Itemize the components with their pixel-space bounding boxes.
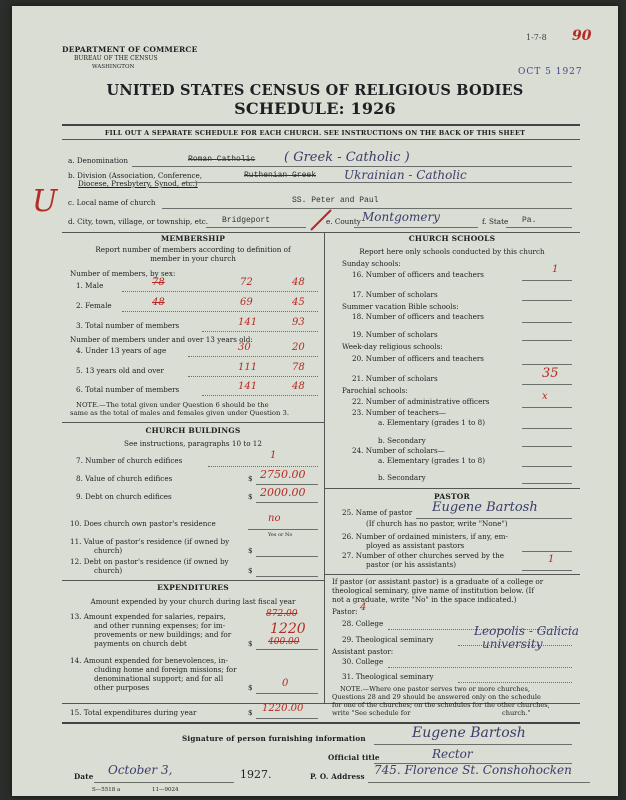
- q14-line-3: denominational support; and for all: [94, 674, 224, 683]
- instruction-line: FILL OUT A SEPARATE SCHEDULE FOR EACH CHURCH. SEE INSTRUCTIONS ON THE BACK OF THIS SHEET: [104, 129, 526, 137]
- graduate-note-2: theological seminary, give name of institution below. (If: [332, 586, 535, 595]
- weekday-label: Week-day religious schools:: [342, 342, 443, 351]
- q11-label-2: church): [94, 546, 123, 555]
- q8-value: 2750.00: [260, 468, 306, 481]
- division-typed: Ruthenian Greek: [244, 171, 317, 180]
- pastor-note-2: Questions 28 and 29 should be answered only on the schedule: [332, 693, 541, 701]
- date-value: October 3,: [108, 763, 173, 777]
- q3-label: 3. Total number of members: [76, 321, 180, 330]
- by-sex-label: Number of members, by sex:: [70, 269, 176, 278]
- q10-value: no: [268, 513, 281, 524]
- q2-old: 48: [152, 297, 165, 308]
- q8-label: 8. Value of church edifices: [76, 474, 173, 483]
- q13-old-2: 400.00: [268, 637, 300, 647]
- expenditures-heading: EXPENDITURES: [157, 583, 229, 592]
- q11-label: 11. Value of pastor's residence (if owned by: [70, 537, 230, 546]
- date-year: 1927.: [240, 768, 272, 781]
- q26-label: 26. Number of ordained ministers, if any, em-: [342, 532, 508, 541]
- county-value: Montgomery: [362, 210, 440, 224]
- pastor-note-4: write "See schedule for: [332, 709, 411, 717]
- q17-label: 17. Number of scholars: [352, 290, 438, 299]
- denomination-handwritten: ( Greek - Catholic ): [284, 150, 410, 165]
- q29-label: 29. Theological seminary: [342, 635, 434, 644]
- q7-label: 7. Number of church edifices: [76, 456, 183, 465]
- q7-value: 1: [270, 450, 277, 461]
- q2-value-b: 45: [292, 297, 305, 308]
- q14-value: 0: [282, 678, 289, 689]
- pastor-sub-label: Pastor:: [332, 607, 358, 616]
- buildings-sub: See instructions, paragraphs 10 to 12: [124, 439, 262, 448]
- q2-value-a: 69: [240, 297, 253, 308]
- q30-label: 30. College: [342, 657, 384, 666]
- q6-value-a: 141: [238, 381, 258, 392]
- q23a-label: a. Elementary (grades 1 to 8): [378, 418, 485, 427]
- q25-note: (If church has no pastor, write "None"): [366, 519, 508, 528]
- state-value: Pa.: [522, 216, 537, 225]
- county-label: e. County: [326, 217, 361, 226]
- q1-label: 1. Male: [76, 281, 104, 290]
- q5-value-a: 111: [238, 362, 258, 373]
- membership-note-2: same as the total of males and females given under Question 3.: [70, 409, 289, 417]
- q4-value-a: 30: [238, 342, 251, 353]
- q16-label: 16. Number of officers and teachers: [352, 270, 484, 279]
- q25-label: 25. Name of pastor: [342, 508, 413, 517]
- q27-label: 27. Number of other churches served by the: [342, 551, 505, 560]
- q23-label: 23. Number of teachers—: [352, 408, 446, 417]
- q21-label: 21. Number of scholars: [352, 374, 438, 383]
- q12-label: 12. Debt on pastor's residence (if owned by: [70, 557, 229, 566]
- local-name-value: SS. Peter and Paul: [292, 196, 379, 205]
- q26-label-2: ployed as assistant pastors: [366, 541, 465, 550]
- q13-line-4: payments on church debt: [94, 639, 187, 648]
- assistant-label: Assistant pastor:: [332, 647, 394, 656]
- state-label: f. State: [482, 217, 509, 226]
- census-form: DEPARTMENT OF COMMERCE BUREAU OF THE CENSUS WASHINGTON 1-7-8 90 OCT 5 1927 UNITED STATES CENSUS OF RELIGIOUS BODIES SCHEDULE: 1926 FILL OUT A SEPARATE SCHEDULE FOR EACH CHURCH. SEE INSTRUCTIONS ON THE BACK OF THIS SHEET a. Denomination Roman Catholic ( Greek - Catholic ) b. Division (Association, Conference, Diocese, Presbytery, Synod, etc.) Ruthenian Greek Ukrainian - Catholic c. Local name of church SS. Peter and Paul U d. City, town, village, or township, etc. Bridgeport e. County Montgomery f. State Pa. MEMBERSHIP Report number of members according to definition of member in your church Number of members, by sex: 1. Male 78 72 48 2. Female 48 69 45 3. Total number of members 141 93 Number of members under and over 13 years old: 4. Under 13 years of age 30 20 5. 13 years old and over 111 78 6. Total number of members 141 48 NOTE.—The total given under Question 6 should be the same as the total of males and females given under Question 3. CHURCH BUILDINGS See instructions, paragraphs 10 to 12 7. Number of church edifices 1 8. Value of church edifices $ 2750.00 9. Debt on church edifices $ 2000.00 10. Does church own pastor's residence no Yes or No 11. Value of pastor's residence (if owned by church) $ 12. Debt on pastor's residence (if owned by church) $ EXPENDITURES Amount expended by your church during last fiscal year 13. Amount expended for salaries, repairs, and other running expenses; for im- provements or new buildings; and for payments on church debt 872.00 1220 400.00 $ 14. Amount expended for benevolences, in- cluding home and foreign missions; for denominational support; and for all other purposes $ 0 15. Total expenditures during year $ 1220.00 CHURCH SCHOOLS Report here only schools conducted by this church Sunday schools: 16. Number of officers and teachers 1 17. Number of scholars Summer vacation Bible schools: 18. Number of officers and teachers 19. Number of scholars Week-day religious schools: 20. Number of officers and teachers 21. Number of scholars 35 Parochial schools: 22. Number of administrative officers x 23. Number of teachers— a. Elementary (grades 1 to 8) b. Secondary 24. Number of scholars— a. Elementary (grades 1 to 8) b. Secondary PASTOR 25. Name of pastor Eugene Bartosh (If church has no pastor, write "None") 26. Number of ordained ministers, if any, em- ployed as assistant pastors 27. Number of other churches served by the pastor (or his assistants) 1 If pastor (or assistant pastor) is a graduate of a college or theological seminary, give name of institution below. (If not a graduate, write "No" in the space indicated.) Pastor: 4 28. College 29. Theological seminary Leopolis - Galicia university Assistant pastor: 30. College 31. Theological seminary NOTE.—Where one pastor serves two or more churches, Questions 28 and 29 should be answered only on the schedule for one of the churches; on the schedules for the other churches, write "See schedule for church." Signature of person furnishing information Eugene Bartosh Official title Rector Date October 3, 1927. P. O. Address 745. Florence St. Conshohocken S—5518 a 11—9024: [12, 6, 618, 796]
- summer-label: Summer vacation Bible schools:: [342, 302, 459, 311]
- under-over-label: Number of members under and over 13 years old:: [70, 335, 253, 344]
- dept-name: DEPARTMENT OF COMMERCE: [62, 45, 198, 54]
- signature-label: Signature of person furnishing information: [182, 734, 366, 743]
- schools-sub: Report here only schools conducted by this church: [359, 247, 545, 256]
- pastor-note-5: church.": [502, 709, 531, 717]
- q22-label: 22. Number of administrative officers: [352, 397, 490, 406]
- q28-label: 28. College: [342, 619, 384, 628]
- schedule-title: SCHEDULE: 1926: [234, 99, 396, 118]
- q4-value-b: 20: [292, 342, 305, 353]
- q31-label: 31. Theological seminary: [342, 672, 434, 681]
- q13-old: 872.00: [266, 609, 298, 619]
- address-label: P. O. Address: [310, 772, 365, 781]
- city-label: d. City, town, village, or township, etc.: [68, 217, 209, 226]
- q3-value-a: 141: [238, 317, 258, 328]
- q15-label: 15. Total expenditures during year: [70, 708, 197, 717]
- q13-value: 1220: [270, 621, 306, 637]
- pastor-note-1: NOTE.—Where one pastor serves two or more churches,: [340, 685, 530, 693]
- date-stamp: OCT 5 1927: [518, 67, 583, 77]
- stamp-red-number: 90: [572, 28, 592, 44]
- q13-line-1: 13. Amount expended for salaries, repairs,: [70, 612, 226, 621]
- pastor-mark: 4: [360, 602, 367, 613]
- q5-value-b: 78: [292, 362, 305, 373]
- q21-value: 35: [542, 366, 559, 381]
- bureau-name: BUREAU OF THE CENSUS: [74, 55, 158, 62]
- local-name-label: c. Local name of church: [68, 198, 156, 207]
- q3-value-b: 93: [292, 317, 305, 328]
- q13-line-3: provements or new buildings; and for: [94, 630, 232, 639]
- denomination-label: a. Denomination: [68, 156, 128, 165]
- q6-label: 6. Total number of members: [76, 385, 180, 394]
- membership-heading: MEMBERSHIP: [160, 234, 226, 243]
- stamp-number: 1-7-8: [526, 33, 547, 42]
- q27-value: 1: [548, 554, 555, 565]
- q14-line-4: other purposes: [94, 683, 150, 692]
- membership-intro: Report number of members according to definition of: [95, 245, 291, 254]
- schools-heading: CHURCH SCHOOLS: [408, 234, 496, 243]
- margin-mark: U: [32, 184, 58, 219]
- membership-note: NOTE.—The total given under Question 6 should be the: [76, 401, 269, 409]
- print-number: 11—9024: [152, 787, 179, 793]
- q14-line-2: cluding home and foreign missions; for: [94, 665, 237, 674]
- q1-old: 78: [152, 277, 165, 288]
- q24-label: 24. Number of scholars—: [352, 446, 445, 455]
- official-title-value: Rector: [432, 747, 473, 761]
- q15-value: 1220.00: [262, 703, 304, 714]
- division-label-2: Diocese, Presbytery, Synod, etc.): [78, 179, 198, 188]
- division-handwritten: Ukrainian - Catholic: [344, 168, 467, 182]
- q27-label-2: pastor (or his assistants): [366, 560, 457, 569]
- address-value: 745. Florence St. Conshohocken: [374, 763, 572, 777]
- q24b-label: b. Secondary: [378, 473, 426, 482]
- expenditures-sub: Amount expended by your church during last fiscal year: [90, 597, 296, 606]
- form-title: UNITED STATES CENSUS OF RELIGIOUS BODIES: [106, 82, 524, 99]
- q16-value: 1: [552, 264, 559, 275]
- q1-value-a: 72: [240, 277, 253, 288]
- q12-label-2: church): [94, 566, 123, 575]
- q5-label: 5. 13 years old and over: [76, 366, 164, 375]
- q10-label: 10. Does church own pastor's residence: [70, 519, 216, 528]
- city-value: Bridgeport: [222, 216, 271, 225]
- signature-value: Eugene Bartosh: [412, 725, 526, 741]
- yesno-hint: Yes or No: [268, 532, 293, 538]
- q24a-label: a. Elementary (grades 1 to 8): [378, 456, 485, 465]
- q29-value: Leopolis - Galicia: [474, 624, 579, 638]
- membership-intro-2: member in your church: [150, 254, 236, 263]
- q2-label: 2. Female: [76, 301, 112, 310]
- q9-label: 9. Debt on church edifices: [76, 492, 172, 501]
- red-slash-mark: [307, 206, 337, 234]
- q1-value-b: 48: [292, 277, 305, 288]
- buildings-heading: CHURCH BUILDINGS: [145, 426, 241, 435]
- pastor-note-3: for one of the churches; on the schedules for the other churches,: [332, 701, 550, 709]
- q22-value: x: [542, 391, 548, 402]
- q25-value: Eugene Bartosh: [432, 500, 538, 515]
- pastor-heading: PASTOR: [434, 492, 470, 501]
- q13-line-2: and other running expenses; for im-: [94, 621, 226, 630]
- q6-value-b: 48: [292, 381, 305, 392]
- sunday-label: Sunday schools:: [342, 259, 401, 268]
- q23b-label: b. Secondary: [378, 436, 426, 445]
- denomination-typed: Roman Catholic: [188, 155, 256, 164]
- q20-label: 20. Number of officers and teachers: [352, 354, 484, 363]
- division-label: b. Division (Association, Conference,: [68, 171, 203, 180]
- graduate-note: If pastor (or assistant pastor) is a graduate of a college or: [332, 577, 544, 586]
- bureau-city: WASHINGTON: [92, 64, 135, 70]
- official-title-label: Official title: [328, 753, 380, 762]
- date-label: Date: [74, 772, 94, 781]
- q29-value-2: university: [482, 637, 543, 651]
- q18-label: 18. Number of officers and teachers: [352, 312, 484, 321]
- q14-line-1: 14. Amount expended for benevolences, in-: [70, 656, 228, 665]
- q4-label: 4. Under 13 years of age: [76, 346, 167, 355]
- graduate-note-3: not a graduate, write "No" in the space indicated.): [332, 595, 517, 604]
- q19-label: 19. Number of scholars: [352, 330, 438, 339]
- q9-value: 2000.00: [260, 486, 306, 499]
- parochial-label: Parochial schools:: [342, 386, 408, 395]
- form-number: S—5518 a: [92, 787, 121, 793]
